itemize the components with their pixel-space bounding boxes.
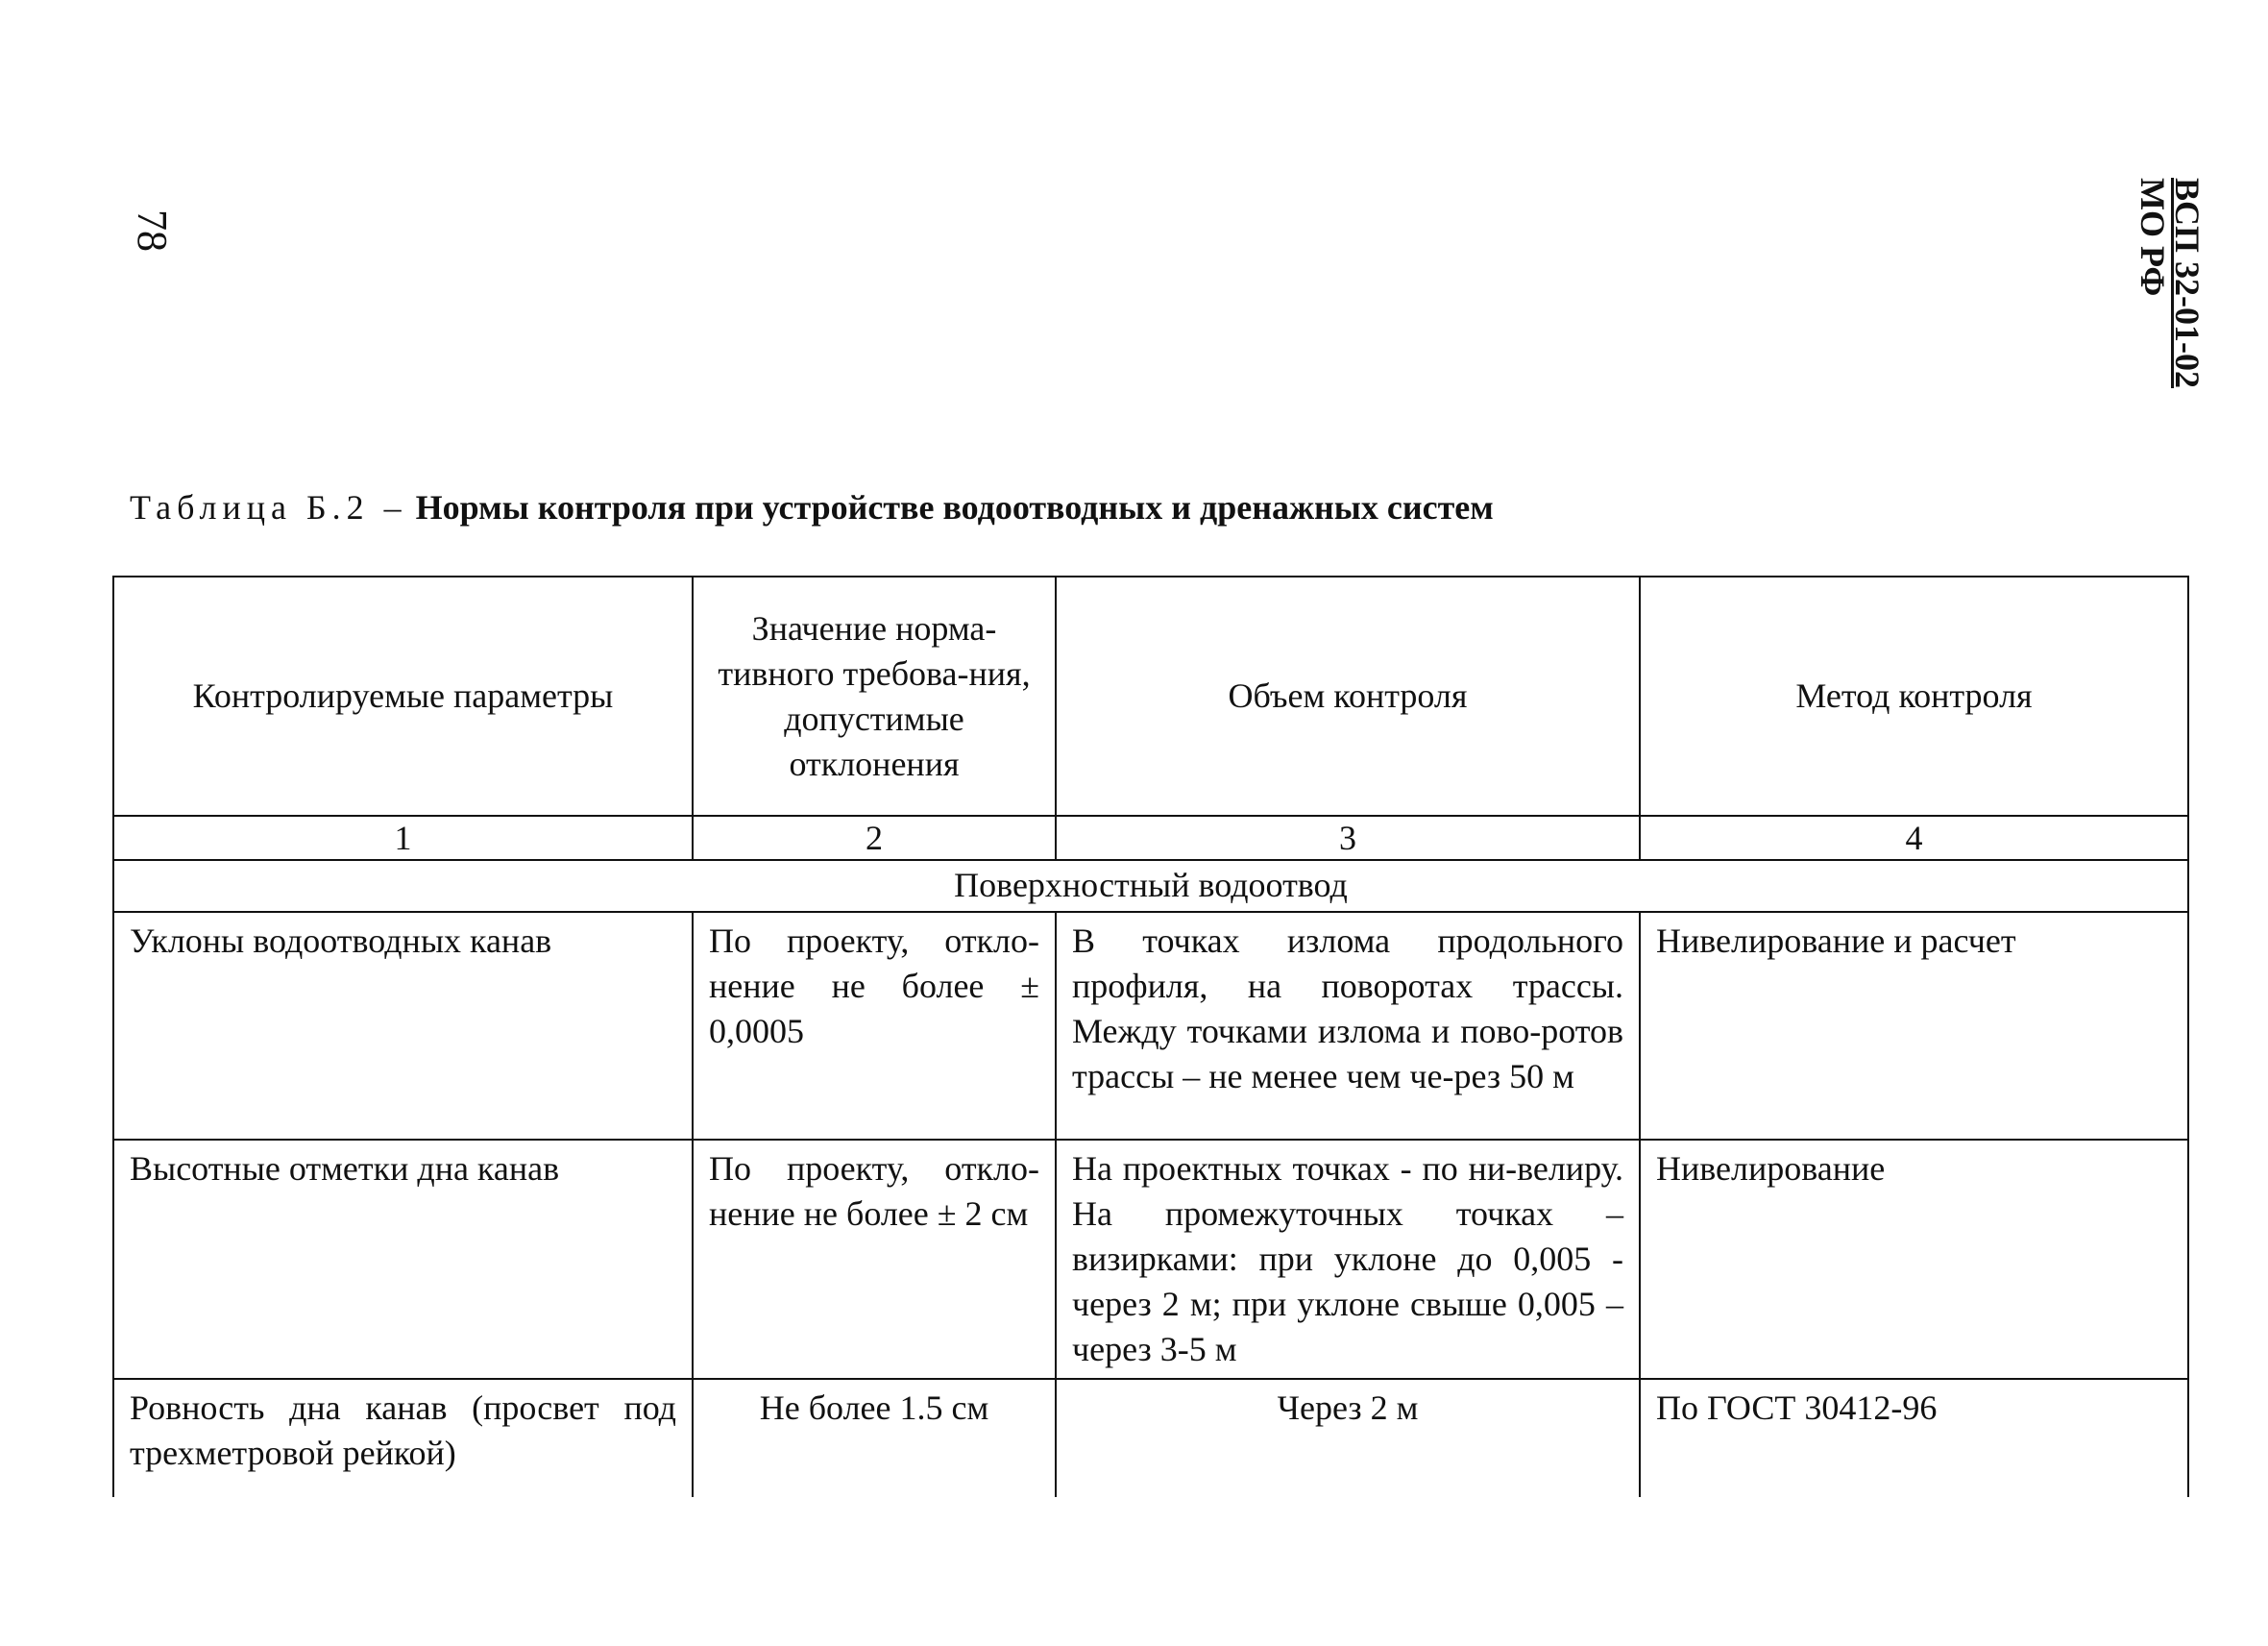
table-caption bbox=[130, 486, 2147, 528]
cell-volume: На проектных точках - по ни-велиру. На промежуточных точках – визирками: при уклоне до 0,005 - через 2 м; при уклоне свыше 0,005 – через 3-5 м bbox=[1056, 1140, 1640, 1379]
header-normative-value: Значение норма-тивного требова-ния, допустимые отклонения bbox=[693, 577, 1056, 816]
table-caption-label: Таблица Б.2 – bbox=[130, 488, 407, 527]
document-code-line-2: МО РФ bbox=[2134, 178, 2172, 297]
norms-table bbox=[112, 576, 2189, 1497]
table-row bbox=[113, 1379, 2188, 1497]
cell-norm: По проекту, откло-нение не более ± 2 см bbox=[693, 1140, 1056, 1379]
document-code-line-1: ВСП 32-01-02 bbox=[2168, 178, 2207, 388]
cell-volume: В точках излома продольного профиля, на поворотах трассы. Между точками излома и пово-ротов трассы – не менее чем че-рез 50 м bbox=[1056, 912, 1640, 1140]
cell-param: Высотные отметки дна канав bbox=[113, 1140, 693, 1379]
cell-norm: Не более 1.5 см bbox=[693, 1379, 1056, 1497]
cell-method: Нивелирование bbox=[1640, 1140, 2188, 1379]
header-controlled-parameters: Контролируемые параметры bbox=[113, 577, 693, 816]
header-control-volume: Объем контроля bbox=[1056, 577, 1640, 816]
header-control-method: Метод контроля bbox=[1640, 577, 2188, 816]
cell-volume: Через 2 м bbox=[1056, 1379, 1640, 1497]
cell-method: Нивелирование и расчет bbox=[1640, 912, 2188, 1140]
table-row bbox=[113, 912, 2188, 1140]
table-header-row bbox=[113, 577, 2188, 816]
column-number-row bbox=[113, 816, 2188, 860]
section-row bbox=[113, 860, 2188, 912]
page-number: 78 bbox=[129, 209, 176, 252]
column-number: 1 bbox=[113, 816, 693, 860]
column-number: 2 bbox=[693, 816, 1056, 860]
cell-method: По ГОСТ 30412-96 bbox=[1640, 1379, 2188, 1497]
table-row bbox=[113, 1140, 2188, 1379]
table-caption-title: Нормы контроля при устройстве водоотводных и дренажных систем bbox=[415, 488, 1494, 527]
cell-param: Уклоны водоотводных канав bbox=[113, 912, 693, 1140]
document-code bbox=[2134, 178, 2207, 428]
section-title: Поверхностный водоотвод bbox=[113, 860, 2188, 912]
cell-norm: По проекту, откло-нение не более ± 0,0005 bbox=[693, 912, 1056, 1140]
column-number: 3 bbox=[1056, 816, 1640, 860]
column-number: 4 bbox=[1640, 816, 2188, 860]
cell-param: Ровность дна канав (просвет под трехметровой рейкой) bbox=[113, 1379, 693, 1497]
